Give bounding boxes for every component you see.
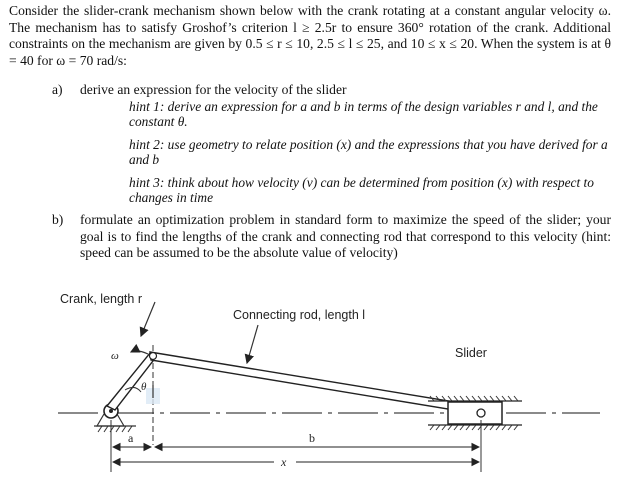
part-b-text: formulate an optimization problem in standard form to maximize the speed of the slider; your goal is to find the lengths of the crank and connecting rod that correspond to this velocity (hint: speed can be assumed to be the absolute value of velocity) [80,212,611,261]
part-a-text: derive an expression for the velocity of the slider [80,82,347,97]
part-a-label: a) [52,82,63,97]
hint-3: hint 3: think about how velocity (v) can be determined from position (x) with respect to changes in time [129,175,594,206]
theta-symbol: θ [141,381,147,393]
rod-label: Connecting rod, length l [233,308,366,322]
slider-label: Slider [455,346,487,360]
dimension-a-label: a [128,431,134,445]
hint-1: hint 1: derive an expression for a and b in terms of the design variables r and l, and the constant θ. [129,99,598,130]
slider-block [448,402,502,424]
crank-pin [150,353,157,360]
crank-label: Crank, length r [60,292,142,306]
connecting-rod [150,352,485,415]
rod-leader [247,325,258,363]
dimension-x-label: x [281,455,287,469]
omega-arrow [131,351,148,354]
part-b-label: b) [52,212,64,227]
crank-leader [141,302,155,336]
slider-guide-bottom [428,425,522,430]
omega-symbol: ω [111,350,119,362]
hint-2: hint 2: use geometry to relate position (x) and the expressions that you have derived for a and b [129,137,608,168]
slider-pin [477,409,485,417]
dimension-b-label: b [309,431,315,445]
problem-intro: Consider the slider-crank mechanism shown below with the crank rotating at a constant angular velocity ω. The mechanism has to satisfy Groshof’s criterion l ≥ 2.5r to ensure 360° rotation of the crank. Additional constraints on the mechanism are given by 0.5 ≤ r ≤ 10, 2.5 ≤ l ≤ 25, and 10 ≤ x ≤ 20. When the system is at θ = 40 for ω = 70 rad/s: [9,3,611,68]
